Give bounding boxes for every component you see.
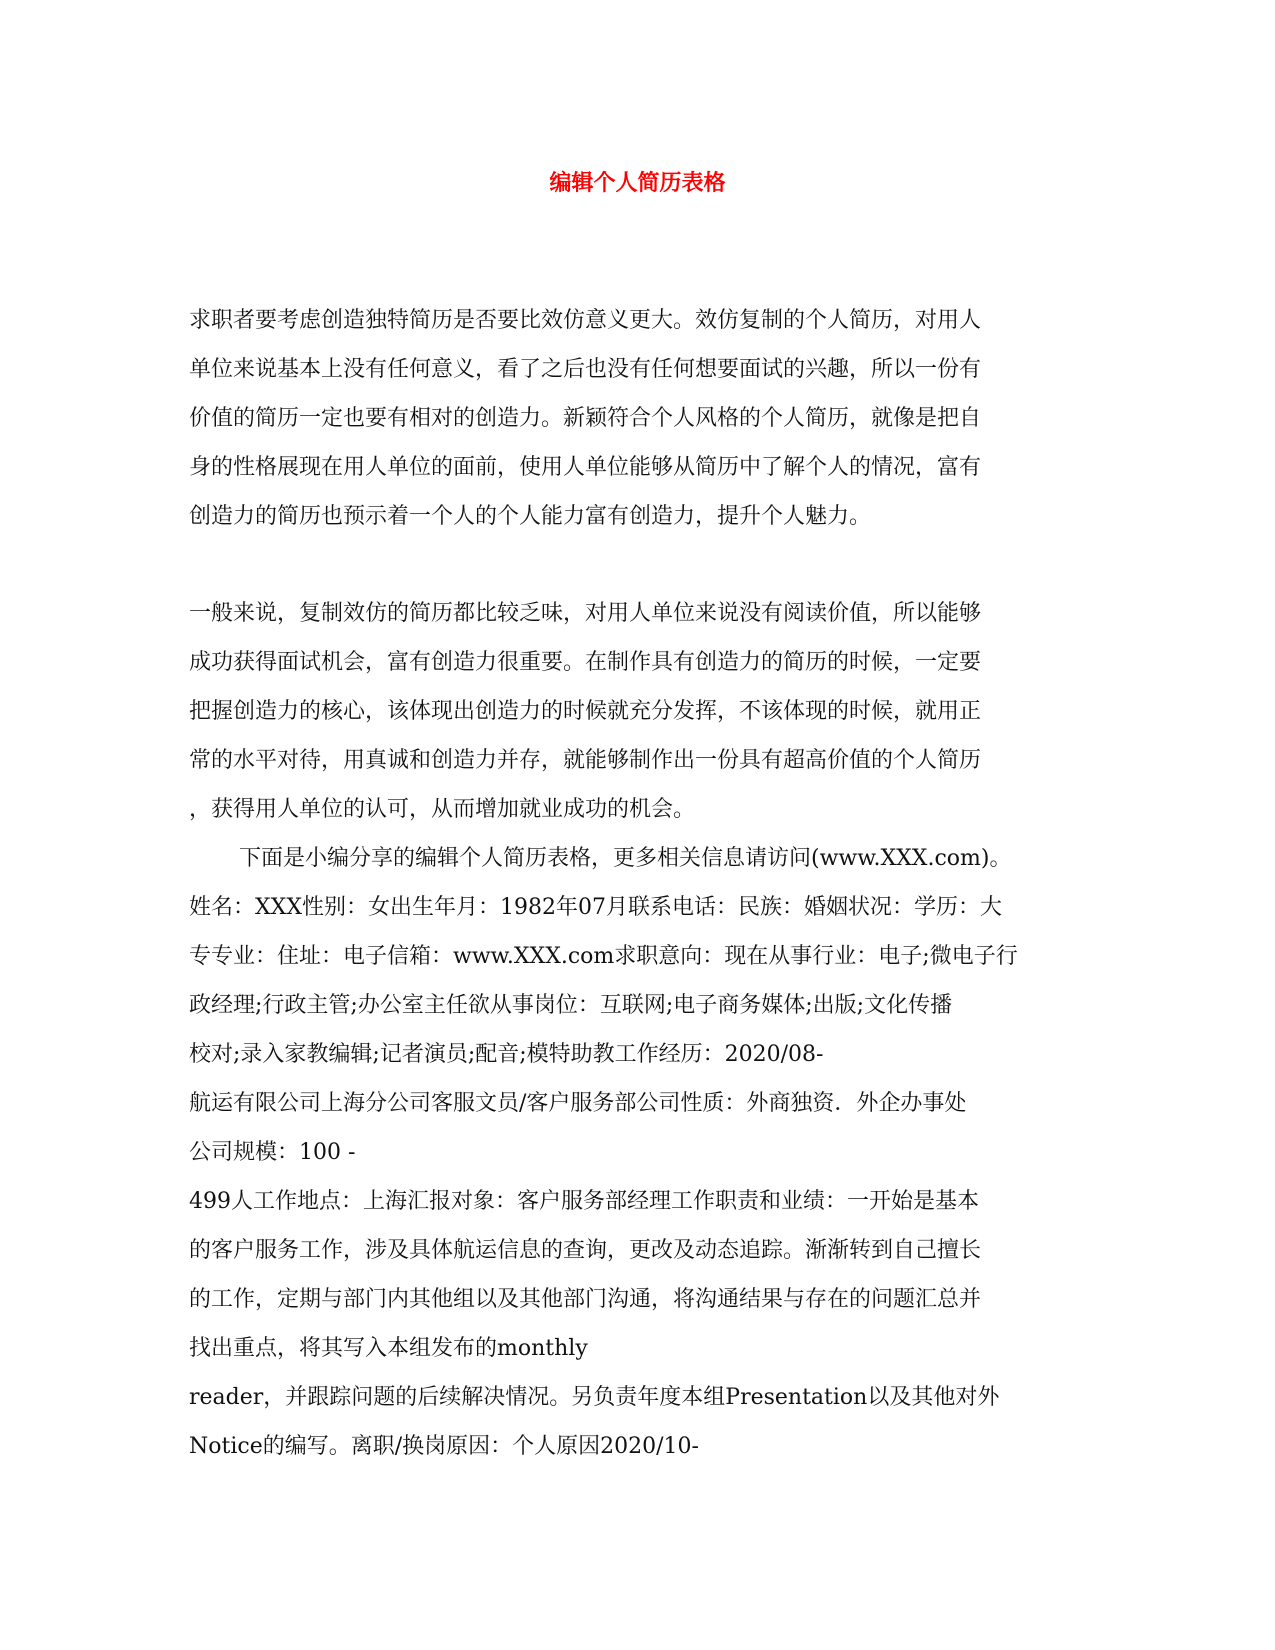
paragraph-line: 单位来说基本上没有任何意义，看了之后也没有任何想要面试的兴趣，所以一份有 (189, 357, 982, 382)
resume-line: 校对;录入家教编辑;记者演员;配音;模特助教工作经历：2020/08- (189, 1042, 824, 1067)
resume-line: 的工作，定期与部门内其他组以及其他部门沟通，将沟通结果与存在的问题汇总并 (189, 1287, 982, 1312)
resume-line: 499人工作地点：上海汇报对象：客户服务部经理工作职责和业绩：一开始是基本 (189, 1189, 979, 1214)
resume-line: 姓名：XXX性别：女出生年月：1982年07月联系电话：民族：婚姻状况：学历：大 (189, 895, 1002, 920)
paragraph-line: 创造力的简历也预示着一个人的个人能力富有创造力，提升个人魅力。 (189, 504, 872, 529)
paragraph-line: 求职者要考虑创造独特简历是否要比效仿意义更大。效仿复制的个人简历，对用人 (189, 308, 982, 333)
document-title: 编辑个人简历表格 (549, 170, 726, 196)
paragraph-line: 成功获得面试机会，富有创造力很重要。在制作具有创造力的简历的时候，一定要 (189, 650, 982, 675)
intro-line: 下面是小编分享的编辑个人简历表格，更多相关信息请访问(www.XXX.com)。 (239, 846, 1012, 871)
paragraph-creativity (189, 296, 1089, 541)
resume-line: reader，并跟踪问题的后续解决情况。另负责年度本组Presentation以及其他对外 (189, 1385, 1000, 1410)
resume-line: 政经理;行政主管;办公室主任欲从事岗位：互联网;电子商务媒体;出版;文化传播 (189, 993, 953, 1018)
resume-line: 公司规模：100 - (189, 1140, 356, 1165)
paragraph-line: ，获得用人单位的认可，从而增加就业成功的机会。 (189, 797, 696, 822)
resume-line: 找出重点，将其写入本组发布的monthly (189, 1336, 588, 1361)
paragraph-general (189, 589, 1089, 1471)
resume-line: 专专业：住址：电子信箱：www.XXX.com求职意向：现在从事行业：电子;微电子行 (189, 944, 1018, 969)
paragraph-line: 常的水平对待，用真诚和创造力并存，就能够制作出一份具有超高价值的个人简历 (189, 748, 982, 773)
paragraph-line: 一般来说，复制效仿的简历都比较乏味，对用人单位来说没有阅读价值，所以能够 (189, 601, 982, 626)
paragraph-line: 把握创造力的核心，该体现出创造力的时候就充分发挥，不该体现的时候，就用正 (189, 699, 982, 724)
resume-line: 航运有限公司上海分公司客服文员/客户服务部公司性质：外商独资．外企办事处 (189, 1091, 967, 1116)
resume-line: Notice的编写。离职/换岗原因：个人原因2020/10- (189, 1434, 699, 1459)
paragraph-line: 身的性格展现在用人单位的面前，使用人单位能够从简历中了解个人的情况，富有 (189, 455, 982, 480)
resume-line: 的客户服务工作，涉及具体航运信息的查询，更改及动态追踪。渐渐转到自己擅长 (189, 1238, 982, 1263)
paragraph-line: 价值的简历一定也要有相对的创造力。新颖符合个人风格的个人简历，就像是把自 (189, 406, 982, 431)
